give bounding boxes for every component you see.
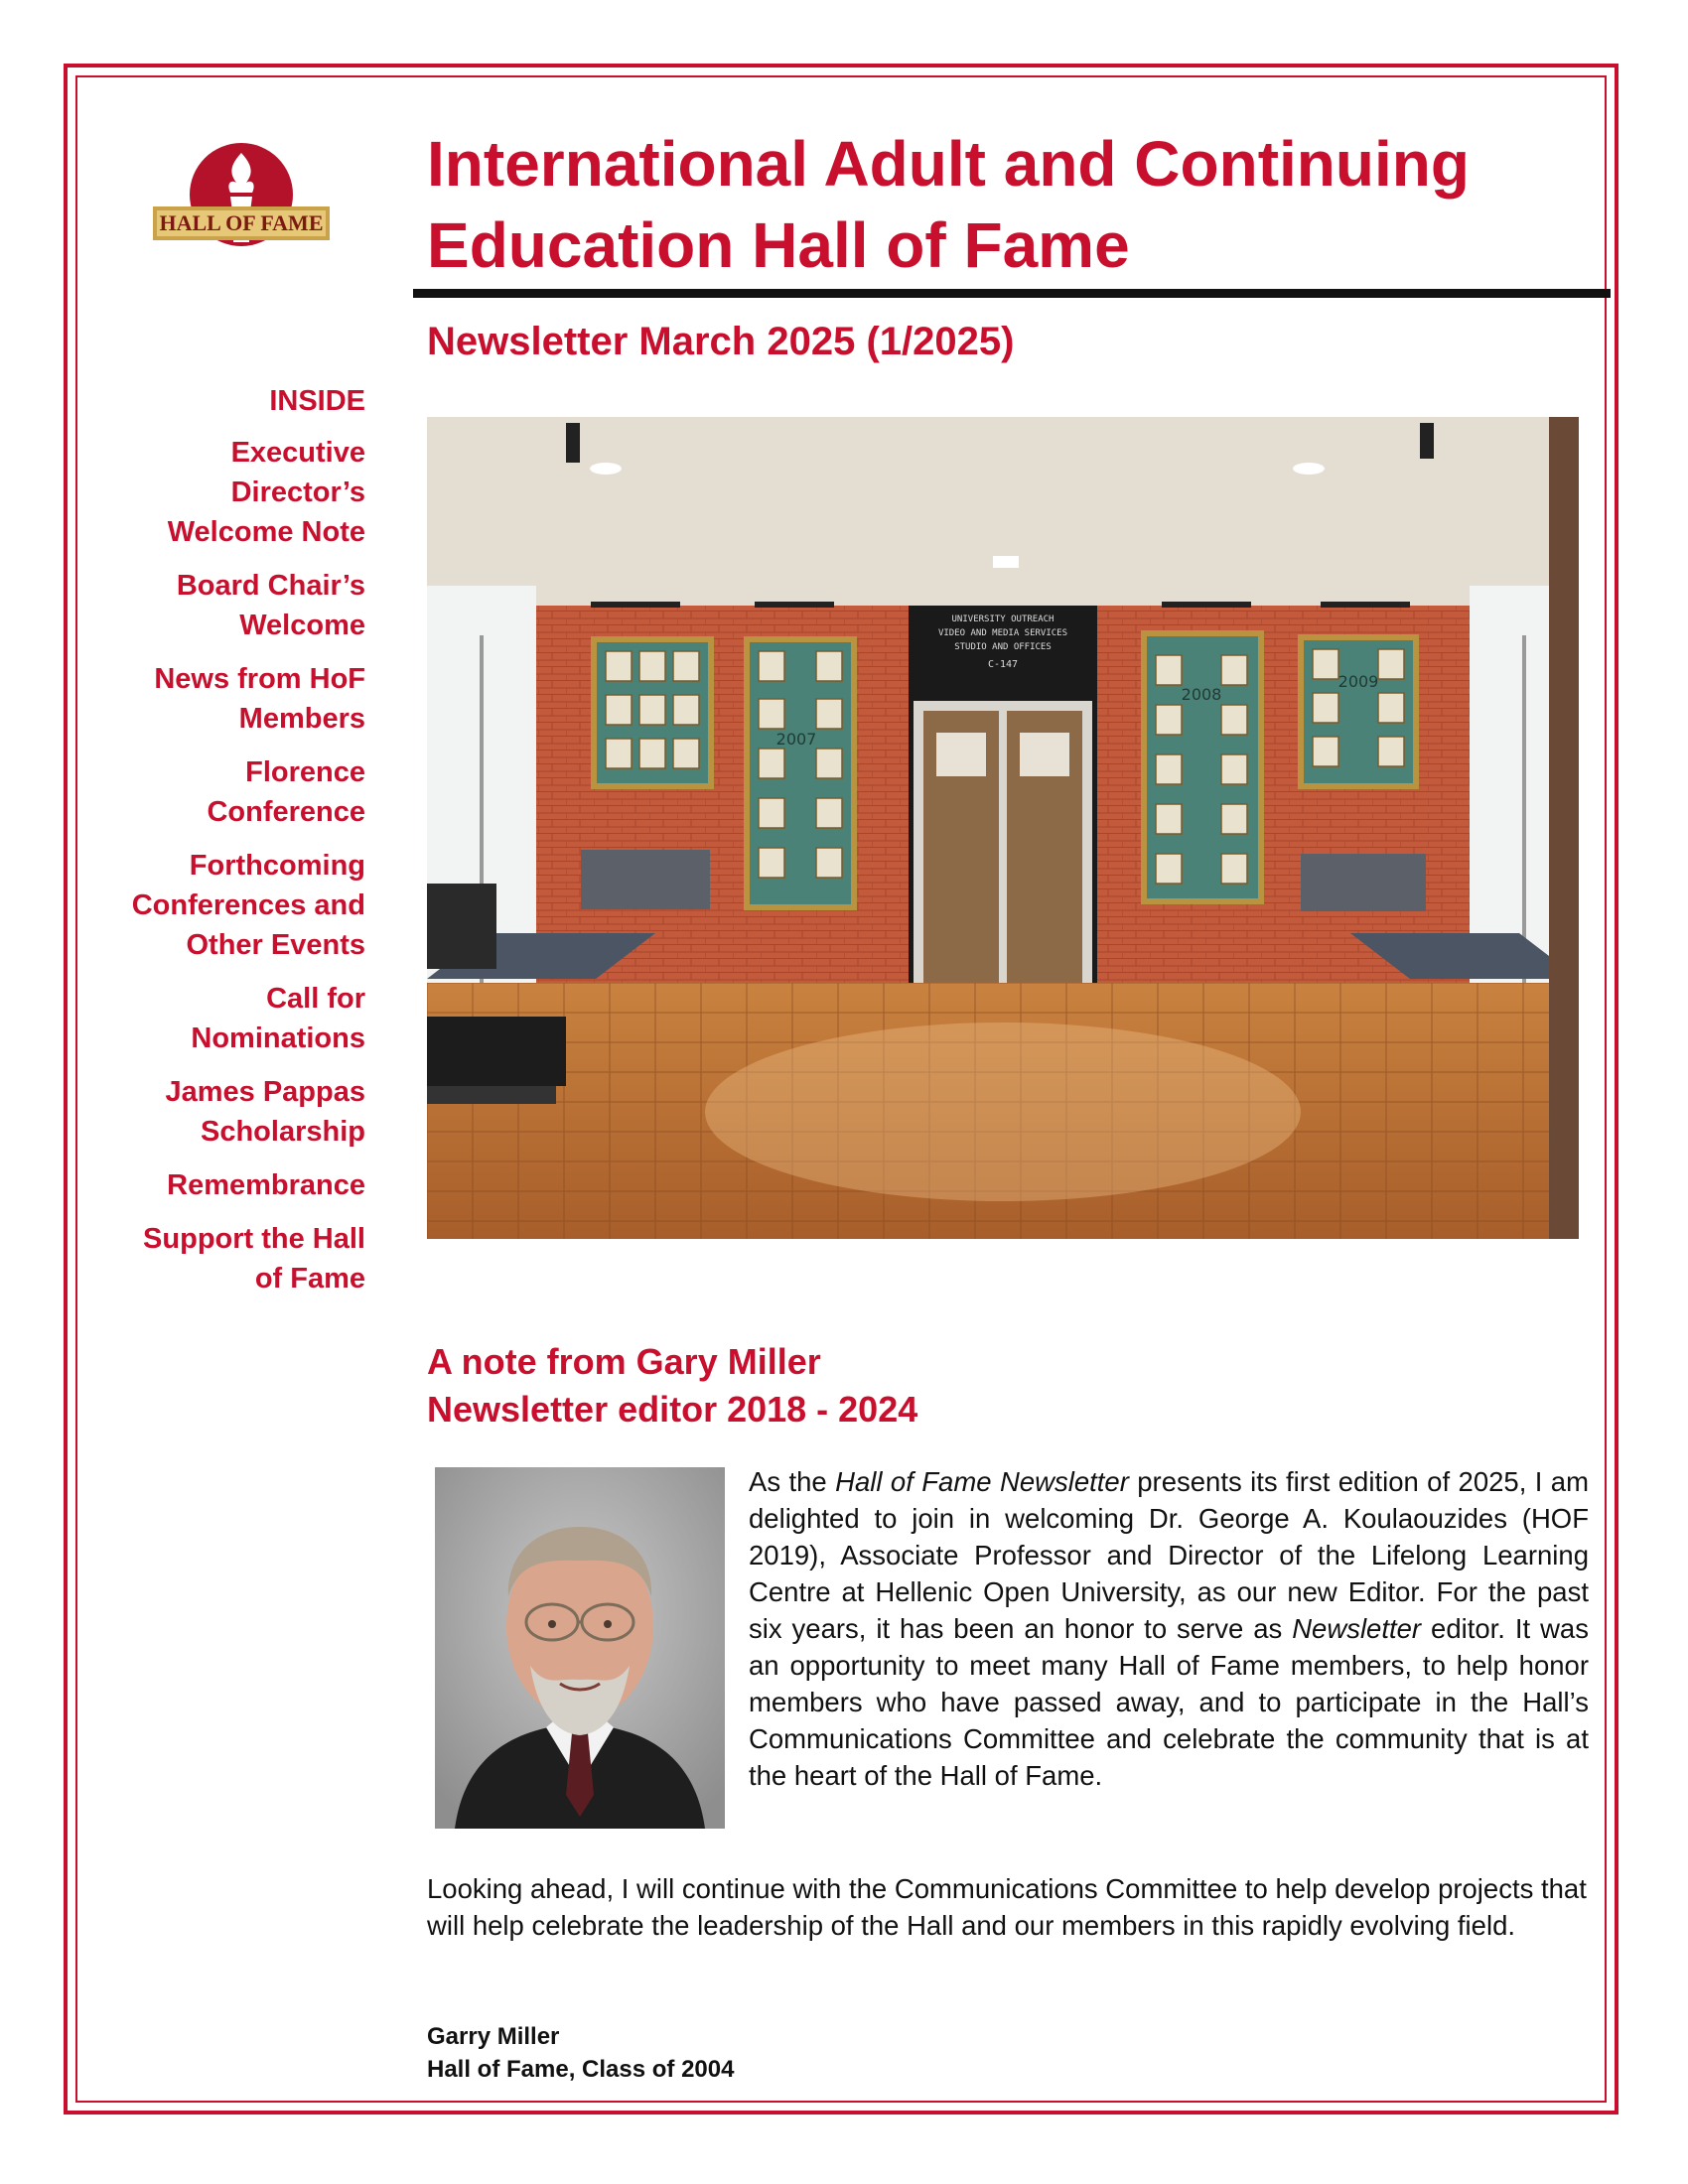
editor-note-paragraph-1 <box>749 1463 1589 1794</box>
toc-line: Florence <box>245 756 365 788</box>
editor-note-paragraph-2: Looking ahead, I will continue with the Communications Committee to help develop projects that will help celebrate the leadership of the Hall and our members in this rapidly evolving field. <box>427 1873 1587 1941</box>
toc-item-james-pappas-scholarship[interactable] <box>99 1072 365 1152</box>
signature-title: Hall of Fame, Class of 2004 <box>427 2056 735 2083</box>
toc-item-call-for-nominations[interactable] <box>99 979 365 1058</box>
toc-line: Forthcoming <box>189 850 365 882</box>
title-divider <box>413 289 1611 298</box>
toc-line: Members <box>238 703 365 735</box>
door-sign-room: C-147 <box>987 659 1019 670</box>
note-heading-line-2: Newsletter editor 2018 - 2024 <box>427 1389 918 1430</box>
para1-text-a: As the <box>749 1466 836 1497</box>
toc-item-board-chairs-welcome[interactable] <box>99 566 365 645</box>
editor-signature <box>427 2020 734 2086</box>
toc-item-forthcoming-conferences[interactable] <box>99 846 365 965</box>
para1-italic-newsletter: Newsletter <box>1292 1613 1422 1644</box>
inside-heading: INSIDE <box>269 385 365 417</box>
hall-of-fame-gallery-photo <box>427 417 1579 1239</box>
title-line-2: Education Hall of Fame <box>427 209 1130 281</box>
toc-line: Scholarship <box>201 1116 365 1148</box>
toc-line: Welcome <box>239 610 365 641</box>
inside-sidebar <box>99 381 365 1312</box>
plaque-year-2007: 2007 <box>775 730 817 749</box>
toc-line: Welcome Note <box>167 516 365 548</box>
toc-line: Other Events <box>186 929 365 961</box>
toc-line: Support the Hall <box>143 1223 365 1255</box>
toc-line: Call for <box>266 983 365 1015</box>
note-heading-line-1: A note from Gary Miller <box>427 1341 821 1382</box>
newsletter-issue: Newsletter March 2025 (1/2025) <box>427 320 1015 363</box>
logo-text: HALL OF FAME <box>159 210 324 235</box>
toc-item-news-from-hof-members[interactable] <box>99 659 365 739</box>
editor-note-heading <box>427 1338 917 1433</box>
toc-item-remembrance[interactable] <box>99 1165 365 1205</box>
title-line-1: International Adult and Continuing <box>427 128 1470 200</box>
toc-line: Director’s <box>230 477 365 508</box>
door-sign-line-1: UNIVERSITY OUTREACH <box>951 614 1055 624</box>
toc-line: Nominations <box>191 1023 365 1054</box>
toc-item-support-the-hall[interactable] <box>99 1219 365 1298</box>
para1-text-c: editor. It was an opportunity to meet many Hall of Fame members, to help honor members who have passed away, and to participate in the Hall’s Communications Committee and celebrate the community that is at the heart of the Hall of Fame. <box>749 1613 1589 1791</box>
toc-line: Remembrance <box>167 1169 365 1201</box>
toc-item-florence-conference[interactable] <box>99 752 365 832</box>
hall-of-fame-logo <box>151 139 332 260</box>
toc-line: Conference <box>207 796 365 828</box>
toc-line: Executive <box>230 437 365 469</box>
door-sign-line-3: STUDIO AND OFFICES <box>954 642 1052 652</box>
newsletter-title <box>427 123 1599 286</box>
toc-line: of Fame <box>254 1263 365 1295</box>
toc-line: Board Chair’s <box>176 570 365 602</box>
plaque-year-2008: 2008 <box>1181 685 1222 704</box>
signature-name: Garry Miller <box>427 2023 560 2050</box>
para1-italic-newsletter-title: Hall of Fame Newsletter <box>835 1466 1129 1497</box>
toc-line: News from HoF <box>154 663 365 695</box>
toc-line: Conferences and <box>131 889 365 921</box>
toc-line: James Pappas <box>165 1076 365 1108</box>
door-sign-line-2: VIDEO AND MEDIA SERVICES <box>937 628 1068 638</box>
para1-text-b: presents its first edition of 2025, I am delighted to join in welcoming Dr. George A. Koulaouzides (HOF 2019), Associate Professor and Director of the Lifelong Learning Centre at Hellenic Open University, as our new Editor. For the past six years, it has been an honor to serve as <box>749 1466 1589 1644</box>
gary-miller-portrait <box>435 1467 725 1829</box>
plaque-year-2009: 2009 <box>1337 672 1379 691</box>
toc-item-executive-directors-welcome[interactable] <box>99 433 365 552</box>
